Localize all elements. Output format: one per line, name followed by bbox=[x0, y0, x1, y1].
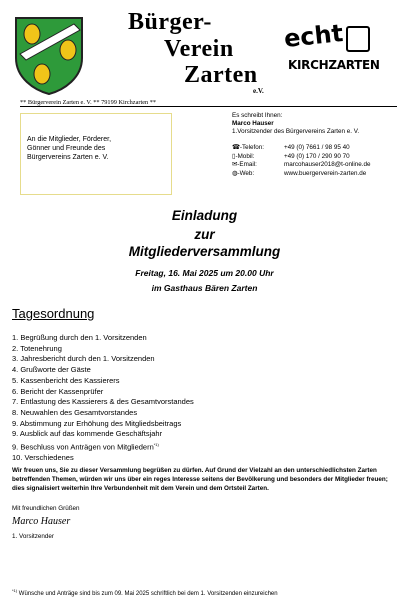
contact-label: -Email: bbox=[237, 161, 257, 168]
sender-role: 1.Vorsitzender des Bürgervereins Zarten e. V. bbox=[232, 128, 360, 135]
recipient-line: An die Mitglieder, Förderer, bbox=[27, 136, 112, 143]
phone-icon: ☎ bbox=[232, 144, 240, 151]
invitation-zur: zur bbox=[194, 227, 215, 242]
ev-label: e.V. bbox=[253, 87, 264, 95]
invitation-paragraph: Wir freuen uns, Sie zu dieser Versammlung begrüßen zu dürfen. Auf Grund der Vielzahl an den unterschiedlichsten Zarten betreffenden Themen, würden wir uns über ein reges Interesse seitens der Bevölkerung und besonders der Mitglieder freuen; dies signalisiert weiterhin Ihre Verbundenheit mit dem Verein und dem Ortsteil Zarten. bbox=[12, 467, 388, 492]
contact-value[interactable]: www.buergerverein-zarten.de bbox=[284, 169, 367, 177]
closing-greeting: Mit freundlichen Grüßen bbox=[12, 505, 80, 512]
agenda-item: 7. Entlastung des Kassierers & des Gesamtvorstandes bbox=[12, 397, 194, 407]
title-line-2: Verein bbox=[164, 36, 234, 62]
agenda-item: 6. Bericht der Kassenprüfer bbox=[12, 386, 104, 396]
agenda-title: Tagesordnung bbox=[12, 306, 95, 321]
agenda-item-text: 9. Beschluss von Anträgen von Mitgliedern bbox=[12, 442, 154, 452]
agenda-item: 1. Begrüßung durch den 1. Vorsitzenden bbox=[12, 333, 147, 342]
logo-echt-text: echt bbox=[282, 18, 345, 54]
globe-icon: ◍ bbox=[232, 169, 238, 177]
contact-label: -Telefon: bbox=[239, 144, 264, 151]
agenda-item: 9. Ausblick auf das kommende Geschäftsjahr bbox=[12, 429, 163, 439]
logo-badge-icon bbox=[346, 26, 370, 52]
invitation-subject: Mitgliederversammlung bbox=[128, 244, 281, 259]
agenda-item: 9. Abstimmung zur Erhöhung des Mitgliedsbeitrags bbox=[12, 418, 182, 428]
contact-label: -Mobil: bbox=[235, 152, 255, 160]
sender-name: Marco Hauser bbox=[232, 120, 274, 127]
header-divider bbox=[20, 106, 397, 107]
recipient-address bbox=[27, 135, 167, 162]
meeting-date: Freitag, 16. Mai 2025 um 20.00 Uhr bbox=[135, 268, 274, 278]
footnote bbox=[12, 588, 278, 597]
title-line-3: Zarten bbox=[184, 62, 258, 88]
agenda-item bbox=[12, 440, 194, 453]
contact-value: +49 (0) 7661 / 98 95 40 bbox=[284, 144, 350, 151]
closing-role: 1. Vorsitzender bbox=[12, 533, 55, 540]
agenda-item: 2. Totenehrung bbox=[12, 343, 62, 353]
contact-phone bbox=[232, 144, 402, 153]
sender-block bbox=[232, 112, 402, 178]
footnote-text: Wünsche und Anträge sind bis zum 09. Mai 2025 schriftlich bei dem 1. Vorsitzenden einzureichen bbox=[17, 591, 278, 597]
coat-of-arms-icon bbox=[14, 16, 84, 96]
logo-kirchzarten-text: KIRCHZARTEN bbox=[288, 58, 380, 72]
echt-kirchzarten-logo bbox=[282, 18, 388, 84]
contact-value[interactable]: marcohauser2018@t-online.de bbox=[284, 161, 371, 168]
agenda-item: 8. Neuwahlen des Gesamtvorstandes bbox=[12, 407, 138, 417]
agenda-item: 5. Kassenbericht des Kassierers bbox=[12, 375, 120, 385]
agenda-list bbox=[12, 333, 194, 464]
contact-value: +49 (0) 170 / 290 90 70 bbox=[284, 152, 350, 160]
invitation-title: Einladung bbox=[171, 208, 238, 223]
recipient-line: Gönner und Freunde des bbox=[27, 145, 106, 152]
contact-mobile bbox=[232, 153, 402, 162]
title-line-1: Bürger- bbox=[128, 9, 212, 35]
mobile-icon: ▯ bbox=[232, 152, 236, 160]
sender-intro: Es schreibt Ihnen: bbox=[232, 112, 283, 119]
recipient-line: Bürgervereins Zarten e. V. bbox=[27, 154, 109, 161]
agenda-item: 10. Verschiedenes bbox=[12, 453, 74, 463]
contact-email bbox=[232, 161, 402, 170]
sender-address-line: ** Bürgerverein Zarten e. V. ** 79199 Kirchzarten ** bbox=[20, 99, 157, 106]
agenda-item: 3. Jahresbericht durch den 1. Vorsitzenden bbox=[12, 354, 155, 364]
email-icon: ✉ bbox=[232, 161, 238, 168]
footnote-mark: *1) bbox=[153, 442, 159, 448]
signature: Marco Hauser bbox=[12, 516, 71, 527]
meeting-place: im Gasthaus Bären Zarten bbox=[151, 283, 258, 293]
agenda-item: 4. Grußworte der Gäste bbox=[12, 365, 91, 375]
contact-label: -Web: bbox=[237, 169, 255, 177]
contact-web bbox=[232, 170, 402, 179]
footnote-mark: *1) bbox=[12, 588, 18, 593]
